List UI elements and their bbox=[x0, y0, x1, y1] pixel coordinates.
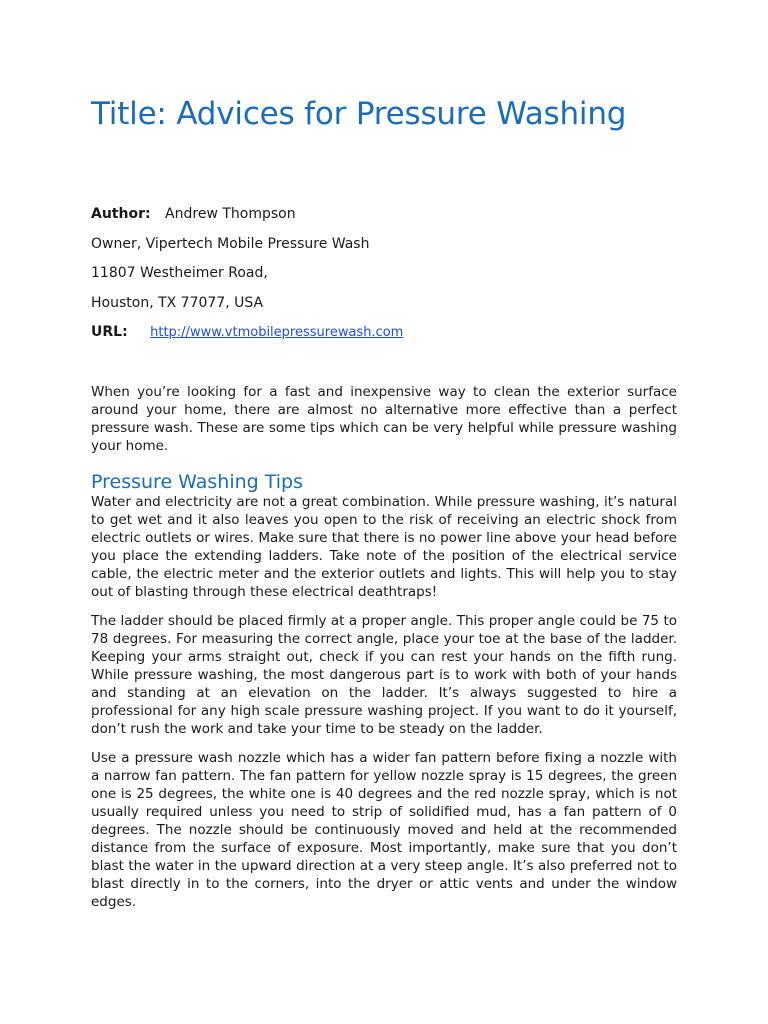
owner-line: Owner, Vipertech Mobile Pressure Wash bbox=[91, 235, 370, 252]
section-heading: Pressure Washing Tips bbox=[91, 471, 304, 493]
address-line-2: Houston, TX 77077, USA bbox=[91, 294, 264, 311]
author-name: Andrew Thompson bbox=[165, 206, 296, 222]
body-paragraph: Use a pressure wash nozzle which has a wider fan pattern before fixing a nozzle with a narrow fan pattern. The fan pattern for yellow nozzle spray is 15 degrees, the green one is 25 degrees, the white one is 40 degrees and the red nozzle spray, which is not usually required unless you need to strip of solidified mud, has a fan pattern of 0 degrees. The nozzle should be continuously moved and held at the recommended distance from the surface of exposure. Most importantly, make sure that you don’t blast the water in the upward direction at a very steep angle. It’s also preferred not to blast directly in to the corners, into the dryer or attic vents and under the window edges. bbox=[91, 750, 677, 910]
author-label: Author: bbox=[91, 206, 151, 222]
address-line-1: 11807 Westheimer Road, bbox=[91, 265, 268, 281]
document-title: Title: Advices for Pressure Washing bbox=[91, 96, 627, 132]
body-paragraph: Water and electricity are not a great combination. While pressure washing, it’s natural to get wet and it also leaves you open to the risk of receiving an electric shock from electric outlets or wires. Make sure that there is no power line above your head before you place the extending ladders. Take note of the position of the electrical service cable, the electric meter and the exterior outlets and lights. This will help you to stay out of blasting through these electrical deathtraps! bbox=[91, 494, 677, 600]
intro-paragraph: When you’re looking for a fast and inexpensive way to clean the exterior surface around your home, there are almost no alternative more effective than a perfect pressure wash. These are some tips which can be very helpful while pressure washing your home. bbox=[91, 384, 677, 454]
section-body bbox=[91, 493, 677, 922]
url-label: URL: bbox=[91, 324, 128, 340]
author-line bbox=[91, 204, 691, 224]
body-paragraph: The ladder should be placed firmly at a proper angle. This proper angle could be 75 to 78 degrees. For measuring the correct angle, place your toe at the base of the ladder. Keeping your arms straight out, check if you can rest your hands on the fifth rung. While pressure washing, the most dangerous part is to work with both of your hands and standing at an elevation on the ladder. It’s always suggested to hire a professional for any high scale pressure washing project. If you want to do it yourself, don’t rush the work and take your time to be steady on the ladder. bbox=[91, 613, 677, 737]
url-line bbox=[91, 322, 691, 342]
author-info bbox=[91, 204, 691, 352]
website-link[interactable]: http://www.vtmobilepressurewash.com bbox=[150, 325, 404, 340]
